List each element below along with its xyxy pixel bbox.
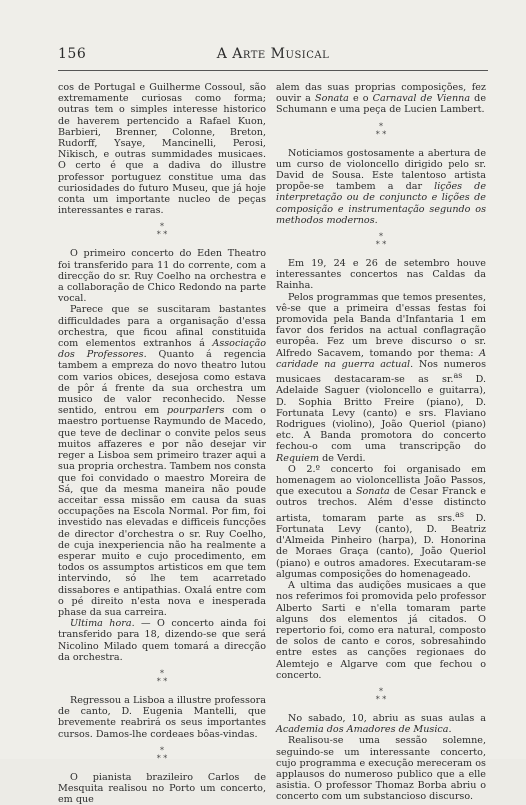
left_column-paragraph: O pianista brazileiro Carlos de Mesquita realisou no Porto um concerto, em que (58, 771, 266, 805)
left_column-paragraph: cos de Portugal e Guilherme Cossoul, são extremamente curiosas como forma; outras tem o simples interesse historico de haverem pertencido a Rafael Kuon, Barbieri, Brenner, Colonne, Breton, Rudorff, Ysaye, Mancinelli, Perosi, Nikisch, e outras summidades musicaes. O certo é que a dadiva do illustre professor portuguez constitue uma das curiosidades do futuro Museu, que já hoje conta um importante nucleo de peças interessantes e raras. (58, 82, 266, 217)
right_column-paragraph: O 2.º concerto foi organisado em homenagem ao violoncellista João Passos, que executou a Sonata de Cesar Franck e outros trechos. Além d'esse distincto artista, tomaram parte as srs.$^{as}$ D. Fortunata Levy (canto), D. Beatriz d'Almeida Pinheiro (harpa), D. Honorina de Moraes Graça (canto), João Queriol (piano) e outros amadores. Executaram-se algumas composições do homenageado. (276, 463, 486, 580)
journal-title: A Arte Musical (216, 46, 330, 62)
right_column-paragraph: Realisou-se uma sessão solemne, seguindo-se um interessante concerto, cujo programma e execução mereceram os applausos do numeroso publico que a elle asistia. O professor Thomaz Borba abriu o concerto com um substancioso discurso. (276, 735, 486, 803)
right_column-paragraph: alem das suas proprias composições, fez ouvir a Sonata e o Carnaval de Vienna de Schumann e uma peça de Lucien Lambert. (276, 82, 487, 116)
section-ornament: * * * (156, 222, 168, 240)
section-ornament: * * * (375, 232, 387, 250)
running-header (58, 46, 488, 68)
right_column-paragraph: Em 19, 24 e 26 de setembro houve interessantes concertos nas Caldas da Rainha. (276, 258, 486, 292)
left_column-paragraph: O primeiro concerto do Eden Theatro foi transferido para 11 do corrente, com a direcção do sr. Ruy Coelho na orchestra e a collaboração de Chico Redondo na parte vocal. (58, 248, 266, 305)
header-rule (58, 70, 488, 71)
section-ornament: * * * (156, 745, 168, 763)
right_column-paragraph: No sabado, 10, abriu as suas aulas a Academia dos Amadores de Musica. (276, 712, 486, 736)
section-ornament: * * * (375, 121, 387, 139)
left_column-paragraph: Regressou a Lisboa a illustre professora de canto, D. Eugenia Mantelli, que brevemente reabrirá os seus importantes cursos. Damos-lhe cordeaes bôas-vindas. (58, 694, 266, 740)
section-ornament: * * * (375, 686, 387, 704)
right_column-paragraph: Noticiamos gostosamente a abertura de um curso de violoncello dirigido pelo sr. David de Sousa. Este talentoso artista propõe-se tambem a dar lições de interpretação ou de conjuncto e lições de composição e instrumentação segundo os methodos modernos. (276, 147, 486, 226)
right_column-paragraph: A ultima das audições musicaes a que nos referimos foi promovida pelo professor Alberto Sarti e n'ella tomaram parte alguns dos elementos já citados. O repertorio foi, como era natural, composto de solos de canto e coros, sobresahindo entre estes as canções regionaes do Alemtejo e Algarve com que fechou o concerto. (276, 580, 486, 681)
page-number: 156 (58, 46, 87, 62)
left_column-paragraph: Parece que se suscitaram bastantes difficuldades para a organisação d'essa orchestra, que ficou afinal constituida com elementos extranhos á Associação dos Professores. Quanto á regencia tambem a empreza do novo theatro lutou com varios obices, desejosa como estava de pôr á frente da sua orchestra um musico de valor reconhecido. Nesse sentido, entrou em pourparlers com o maestro portuense Raymundo de Macedo, que teve de declinar o convite pelos seus muitos affazeres e por não desejar vir reger a Lisboa sem primeiro trazer aqui a sua propria orchestra. Tambem nos consta que foi convidado o maestro Moreira de Sá, que da mesma maneira não poude acceitar essa missão em causa da suas occupações na Escola Normal. Por fim, foi investido nas elevadas e difficeis funcções de director d'orchestra o sr. Ruy Coelho, de cuja inexperiencia não ha realmente a esperar muito e cujo procedimento, em todos os assumptos artisticos em que tem intervindo, só lhe tem acarretado dissabores e antipathias. Oxalá entre com o pé direito n'esta nova e inesperada phase da sua carreira. (58, 304, 266, 618)
section-ornament: * * * (156, 668, 168, 686)
right-column (276, 82, 486, 803)
left-column (58, 82, 266, 805)
right_column-paragraph: Pelos programmas que temos presentes, vê-se que a primeira d'essas festas foi promovida pela Banda d'Infantaria 1 em favor dos feridos na actual conflagração europêa. Fez um breve discurso o sr. Alfredo Sacavem, tomando por thema: A caridade na guerra actual. Nos numeros musicaes destacaram-se as sr.$^{as}$ D. Adelaide Saguer (violoncello e guitarra), D. Sophia Britto Freire (piano), D. Fortunata Levy (canto) e srs. Flaviano Rodrigues (violino), João Queriol (piano) etc. A Banda promotora do concerto fechou-o com uma transcripção do Requiem de Verdi. (276, 291, 486, 464)
left_column-paragraph: Ultima hora. — O concerto ainda foi transferido para 18, dizendo-se que será Nicolino Milado quem tomará a direcção da orchestra. (58, 618, 266, 663)
